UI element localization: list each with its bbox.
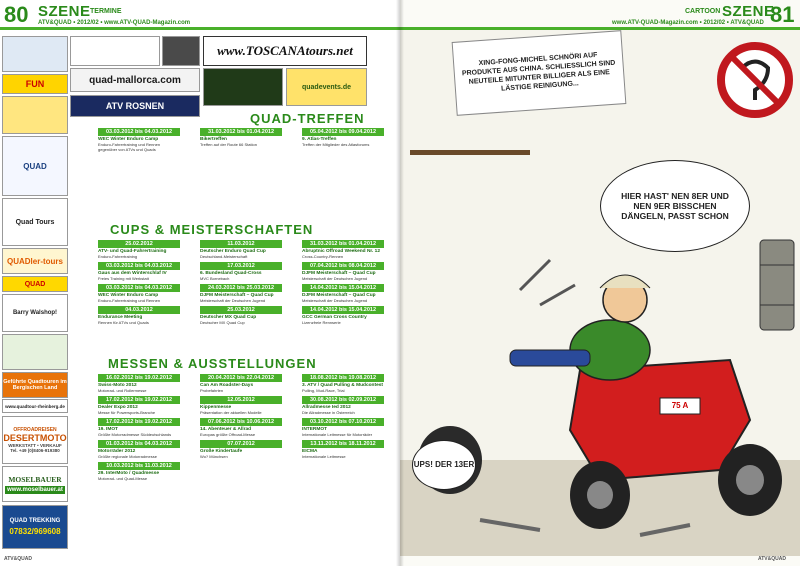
event-date: 01.03.2012 bis 04.03.2012 [98,440,180,448]
event-item [98,418,180,437]
event-date: 25.03.2012 [200,306,282,314]
ad-quad-trekking [2,505,68,549]
event-body: Cross-Country-Rennen [302,254,344,259]
event-date: 07.04.2012 bis 08.04.2012 [302,262,384,270]
event-item [302,440,384,459]
event-title: Motorräder 2012 [98,449,136,454]
quadler-tours-text: QUADler-tours [6,256,63,266]
event-title: DJFM Meisterschaft – Quad Cup [302,271,376,276]
issue-line: www.ATV-QUAD-Magazin.com • 2012/02 • ATV&QUAD [612,20,764,26]
event-date: 17.03.2012 [200,262,282,270]
event-title: WEC Winter Enduro Camp [98,293,159,298]
event-date: 25.02.2012 [98,240,180,248]
barry-text: Barry Walshop! [12,310,58,316]
event-date: 18.08.2012 bis 19.08.2012 [302,374,384,382]
ad-barry [2,294,68,332]
footer-left: ATV&QUAD [4,556,32,562]
desert-text: DESERTMOTO [3,433,67,443]
event-body: Enduro-Fahrertraining und Rennen gegenüber von ATVs und Quads [98,142,161,152]
gefuhrte-text: Geführte Quadtouren im Bergischen Land [3,379,67,391]
event-date: 03.03.2012 bis 04.03.2012 [98,262,180,270]
event-date: 16.02.2012 bis 19.02.2012 [98,374,180,382]
event-item [302,396,384,415]
mechanic-arm [510,350,590,366]
toscana-text: www.TOSCANAtours.net [217,43,353,58]
atv-rosnen-text: ATV ROSNEN [105,101,165,111]
ad-quadler-tours [2,248,68,274]
event-date: 03.03.2012 bis 04.03.2012 [98,284,180,292]
event-item [200,374,282,393]
event-item [200,440,282,459]
events-column [98,128,180,155]
barrel [760,240,794,330]
event-body: Treffen auf der Route 66 Station [200,142,257,147]
event-item [302,128,384,147]
ad-fun [2,74,68,94]
ad-atv-rosnen [70,95,200,117]
event-item [302,262,384,281]
event-item [200,284,282,303]
event-item [302,284,384,303]
cartoon-caption: XING-FONG-MICHEL SCHNÖRI AUF PRODUKTE AUS CHINA. SCHLIESSLICH SIND NEUTEILE MITUNTER BILLIGER ALS EINE LÄSTIGE REINIGUNG... [461,51,616,93]
events-column [200,240,282,328]
quad-logo-text: QUAD [24,280,46,288]
shelf [410,150,530,155]
ad-moselbauer [2,466,68,502]
ad-mallorca [70,68,200,92]
event-body: Internationale Leitmesse [302,454,346,459]
events-column [200,374,282,462]
right-header [400,0,800,30]
events-column [302,240,384,328]
event-item [200,128,282,147]
quadevents-text: quadevents.de [301,83,351,91]
event-title: Gaus aus dem Winterschlaf IV [98,271,167,276]
ad-gefuhrte [2,372,68,398]
event-body: Motorrad- und Quad-Messe [98,476,148,481]
heading-cups: CUPS & MEISTERSCHAFTEN [110,222,314,237]
event-title: 29. InterMoto / Quadmesse [98,471,160,476]
event-item [98,462,180,481]
event-date: 07.06.2012 bis 10.06.2012 [200,418,282,426]
event-date: 07.07.2012 [200,440,282,448]
event-date: 03.10.2012 bis 07.10.2012 [302,418,384,426]
event-body: Messe für Powersports-Branche [98,410,156,415]
section-subtitle: CARTOON [685,8,721,15]
event-item [98,374,180,393]
event-body: Die Allradmesse in Österreich [302,410,355,415]
event-item [98,396,180,415]
event-date: 17.02.2012 bis 19.02.2012 [98,396,180,404]
quad-hub [587,481,613,509]
event-body: Größte regionale Motorradmesse [98,454,157,459]
event-item [98,306,180,325]
left-header [0,0,400,30]
events-column [302,128,384,150]
event-item [200,396,282,415]
header-rule [0,27,400,30]
quad-trekking-text: QUAD TREKKING [9,518,61,524]
desert-sub-text: WERKSTATT • VERKAUF [8,443,62,448]
events-column [98,374,180,484]
event-title: Can Am Roadster-Days [200,383,254,388]
right-page [400,0,800,566]
quad-hub [736,465,764,495]
heading-messen: MESSEN & AUSSTELLUNGEN [108,356,317,371]
offroad-text: OFFROADREISEN [13,427,57,433]
event-item [302,306,384,325]
event-body: Probefahrten [200,388,224,393]
quad-emblem-text: QUAD [23,161,47,171]
event-date: 03.03.2012 bis 04.03.2012 [98,128,180,136]
ad-photo [162,36,200,66]
event-body: Internationale Leitmesse für Motorräder [302,432,373,437]
ad-motorbike [2,36,68,72]
heading-quad-treffen: QUAD-TREFFEN [250,111,365,126]
event-title: 6. Bundesland Quad-Cross [200,271,262,276]
fun-text: FUN [25,79,45,89]
event-body: Pulling, Mud-Race, Trial [302,388,345,393]
event-date: 10.03.2012 bis 11.03.2012 [98,462,180,470]
event-date: 31.03.2012 bis 01.04.2012 [302,240,384,248]
moselbauer-url-text: www.moselbauer.at [7,486,63,493]
event-title: Deutscher MX Quad Cup [200,315,257,320]
footer-right: ATV&QUAD [758,556,786,562]
event-body: Rennen für ATVs und Quads [98,320,149,325]
ad-quad-tours [2,198,68,246]
event-item [200,306,282,325]
event-title: 19. IMOT [98,427,118,432]
ad-quad-club [2,136,68,196]
event-title: GCC German Cross Country [302,315,367,320]
event-date: 14.04.2012 bis 15.04.2012 [302,284,384,292]
cartoon-caption-note [452,30,627,116]
section-title: SZENE [722,3,775,20]
event-title: Abruptnic Offroad Weekend Nr. 12 [302,249,381,254]
event-body: Europas größte Offroad-Messe [200,432,256,437]
event-date: 24.03.2012 bis 25.03.2012 [200,284,282,292]
event-item [302,240,384,259]
events-column [98,240,180,328]
event-title: EICMA [302,449,318,454]
event-item [98,240,180,259]
ad-quad-yellow [2,96,68,134]
ad-quadtour-url [2,399,68,413]
speech-bubble-main [600,160,750,252]
speech-text: HIER HAST' NEN 8ER UND NEN 9ER BISSCHEN DÄNGELN, PASST SCHON [621,191,729,221]
moselbauer-text: MOSELBAUER [8,474,62,484]
spine-shadow [396,0,404,566]
quad-plate-text: 75 A [671,401,689,410]
ad-quad-photo [203,68,283,106]
event-body: Treffen der Mitglieder des Atlasforums [302,142,370,147]
event-item [200,240,282,259]
event-date: 17.02.2012 bis 19.02.2012 [98,418,180,426]
event-body: Freies Training mit Werkstatt [98,276,149,281]
event-item [98,262,180,281]
issue-line: ATV&QUAD • 2012/02 • www.ATV-QUAD-Magazin.com [38,20,191,26]
page-number: 81 [770,2,795,27]
event-title: 9. Atlas-Treffen [302,137,337,142]
event-title: Bikertreffen [200,137,227,142]
event-title: Allradmesse Ied 2012 [302,405,351,410]
event-title: Große Kindertaufe [200,449,243,454]
event-title: 3. ATV / Quad Pulling & Mudcontest [302,383,384,388]
event-body: Enduro-Fahrertraining [98,254,138,259]
event-body: Deutscher MX Quad Cup [200,320,245,325]
event-title: Dealer Expo 2012 [98,405,138,410]
event-body: Deutschland-Meisterschaft [200,254,248,259]
event-body: Enduro-Fahrertraining und Rennen [98,298,161,303]
event-date: 20.04.2012 bis 22.04.2012 [200,374,282,382]
events-column [302,374,384,462]
event-date: 05.04.2012 bis 09.04.2012 [302,128,384,136]
desert-tel-text: Tel. +49 (0)8406-919380 [10,448,60,453]
event-title: Deutscher Enduro Quad Cup [200,249,266,254]
event-body: Meisterschaft der Deutschen Jugend [302,298,368,303]
event-date: 31.03.2012 bis 01.04.2012 [200,128,282,136]
event-title: Endurance Meeting [98,315,143,320]
section-subtitle: TERMINE [90,8,122,15]
event-item [200,262,282,281]
ad-quads-atv [2,334,68,370]
event-item [302,374,384,393]
event-item [98,128,180,152]
event-item [98,284,180,303]
ad-toscana [203,36,367,66]
event-date: 14.04.2012 bis 15.04.2012 [302,306,384,314]
section-title: SZENE [38,3,91,20]
events-column [200,128,282,150]
event-body: Präsentation der aktuellen Modelle [200,410,262,415]
event-title: 14. Abenteuer & Allrad [200,427,252,432]
event-item [200,418,282,437]
quadtour-url-text: www.quadtour-rheinberg.de [5,403,65,409]
ad-quad-orange [2,276,68,292]
page-number: 80 [4,2,29,27]
event-item [302,418,384,437]
event-body: Wo? Münchsen [200,454,228,459]
event-title: DJFM Meisterschaft – Quad Cup [200,293,274,298]
event-date: 13.11.2012 bis 18.11.2012 [302,440,384,448]
event-title: WEC Winter Enduro Camp [98,137,159,142]
event-body: Lizenzfreie Rennserie [302,320,341,325]
event-body: Größte Motorradmesse Süddeutschlands [98,432,172,437]
speech-bubble-ups [412,440,476,490]
event-title: ATV- und Quad-Fahrertraining [98,249,167,254]
quad-trekking-tel-text: 07832/969608 [9,527,61,536]
ad-desertmoto [2,416,68,464]
event-title: DJFM Meisterschaft – Quad Cup [302,293,376,298]
event-body: Motorrad- und Rollermesse [98,388,147,393]
event-date: 04.03.2012 [98,306,180,314]
event-date: 30.08.2012 bis 02.09.2012 [302,396,384,404]
event-title: Swiss-Moto 2012 [98,383,137,388]
event-body: Meisterschaft der Deutschen Jugend [200,298,266,303]
ad-mallorca-banner [70,36,160,66]
event-item [98,440,180,459]
mallorca-text: quad-mallorca.com [89,74,181,86]
event-body: Meisterschaft der Deutschen Jugend [302,276,368,281]
ad-quadevents [286,68,367,106]
event-title: Kippenmesse [200,405,232,410]
event-date: 12.05.2012 [200,396,282,404]
event-date: 11.03.2012 [200,240,282,248]
event-title: INTERMOT [302,427,328,432]
speech-ups-text: UPS! DER 13ER [413,460,475,469]
quad-tours-text: Quad Tours [15,218,55,226]
event-body: MVC Bornebach [200,276,230,281]
